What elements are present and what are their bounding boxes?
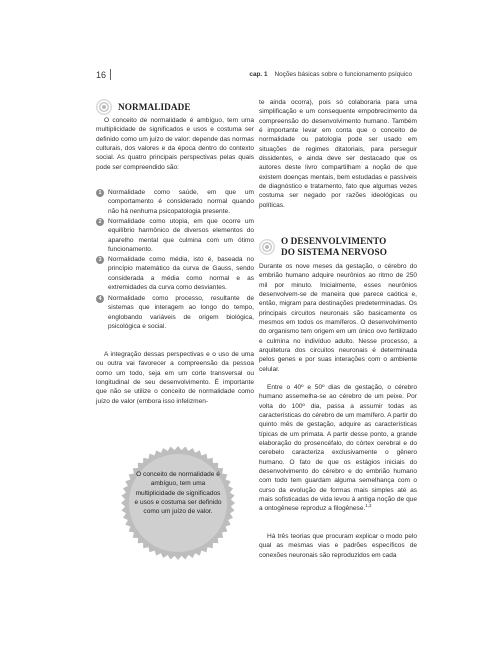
section-title-wrap (281, 236, 387, 258)
list-item-text: Normalidade como processo, resultante de sistemas que interagem ao longo do tempo, englobando variáveis de origem biológica, psicológica e social. (108, 295, 254, 331)
body-paragraph-3: Há três teorias que procuram explicar o modo pelo qual as mesmas vias e padrões específicos de conexões neuronais são reproduzidos em cada (259, 533, 417, 559)
number-badge: 2 (96, 218, 104, 226)
chapter-label: cap. 1 (249, 71, 268, 78)
target-icon (259, 239, 275, 255)
section-title-line2: DO SISTEMA NERVOSO (281, 247, 387, 257)
section-heading-normalidade (96, 99, 191, 115)
body-paragraph-2 (259, 383, 417, 514)
pull-quote-text: O conceito de normalidade é ambíguo, tem uma multiplicidade de significados e usos e costuma ser definido como um juízo de valor. (134, 471, 222, 516)
continuation-paragraph: te ainda ocorra), pois só colaboraria para uma simplificação e um consequente empobrecimento da compreensão do desenvolvimento humano. Também é importante levar em conta que o conceito de normalidade ou patologia pode ser usado em situações de regimes ditatoriais, para perseguir dissidentes, e ainda deve ser destacado que os autores deste livro compartilham a noção de que existem doenças mentais, bem estudadas e passíveis de diagnóstico e tratamento, fato que algumas vezes costuma ser negado por razões ideológicas ou políticas. (259, 99, 417, 209)
list-item-text: Normalidade como média, isto é, baseada no princípio matemático da curva de Gauss, sendo considerada a média como normal e as extremidades da curva como desviantes. (108, 256, 254, 292)
closing-paragraph: A integração dessas perspectivas e o uso de uma ou outra vai favorecer a compreensão da pessoa como um todo, seja em um corte transversal ou longitudinal de seu desenvolvimento. É importante que não se utilize o conceito de normalidade como juízo de valor (embora isso infelizmen- (96, 351, 254, 405)
number-badge: 3 (96, 256, 104, 264)
number-badge: 4 (96, 295, 104, 303)
list-item-text: Normalidade como saúde, em que um comportamento é considerado normal quando não há nenhuma psicopatologia presente. (108, 189, 254, 215)
page-number: 16 (96, 70, 107, 80)
pull-quote (120, 445, 236, 561)
intro-paragraph: O conceito de normalidade é ambíguo, tem uma multiplicidade de significados e usos e costuma ser definido como um juízo de valor: depende das normas culturais, dos valores e da época dentro do contexto social. As quatro principais perspectivas pelas quais pode ser compreendido são: (96, 117, 254, 171)
reference-superscript: 1,2 (365, 503, 372, 509)
target-icon (96, 99, 112, 115)
body-paragraph-2-text: Entre o 40º e 50º dias de gestação, o cérebro humano assemelha-se ao cérebro de um peixe. Por volta do 100º dia, passa a assumir todas as características do cérebro de um mamífero. A partir do quinto mês de gestação, adquire as características típicas de um primata. A partir desse ponto, a grande elaboração do prosencéfalo, do córtex cerebral e do cerebelo caracteriza exclusivamente o gênero humano. O fato de que os estágios iniciais do desenvolvimento do cérebro e do embrião humano com todo tem guardam alguma semelhança com o curso da evolução de formas mais simples até as mais sofisticadas de vida levou à antiga noção de que a ontogênese reproduz a filogênese. (259, 384, 417, 513)
section-heading-desenvolvimento (259, 236, 387, 258)
body-paragraph-1: Durante os nove meses da gestação, o cérebro do embrião humano adquire neurônios ao ritmo de 250 mil por minuto. Inicialmente, esses neurônios desenvolvem-se de maneira que parece caótica e, então, migram para destinações predeterminadas. Os principais circuitos neuronais são basicamente os mesmos em todos os mamíferos. O desenvolvimento do organismo tem origem em um único ovo fertilizado e culmina no indivíduo adulto. Nesse processo, a arquitetura dos circuitos neuronais é determinada pelos genes e por suas interações com o ambiente celular. (259, 263, 417, 373)
chapter-title: Noções básicas sobre o funcionamento psíquico (274, 71, 412, 78)
section-title-line1: O DESENVOLVIMENTO (281, 236, 387, 246)
running-head (249, 71, 412, 78)
page-number-separator (110, 69, 111, 80)
number-badge: 1 (96, 189, 104, 197)
section-title: NORMALIDADE (118, 101, 191, 112)
list-item-text: Normalidade como utopia, em que ocorre um equilíbrio harmônico de diversos elementos do aparelho mental que culmina com um ótimo funcionamento. (108, 218, 254, 254)
